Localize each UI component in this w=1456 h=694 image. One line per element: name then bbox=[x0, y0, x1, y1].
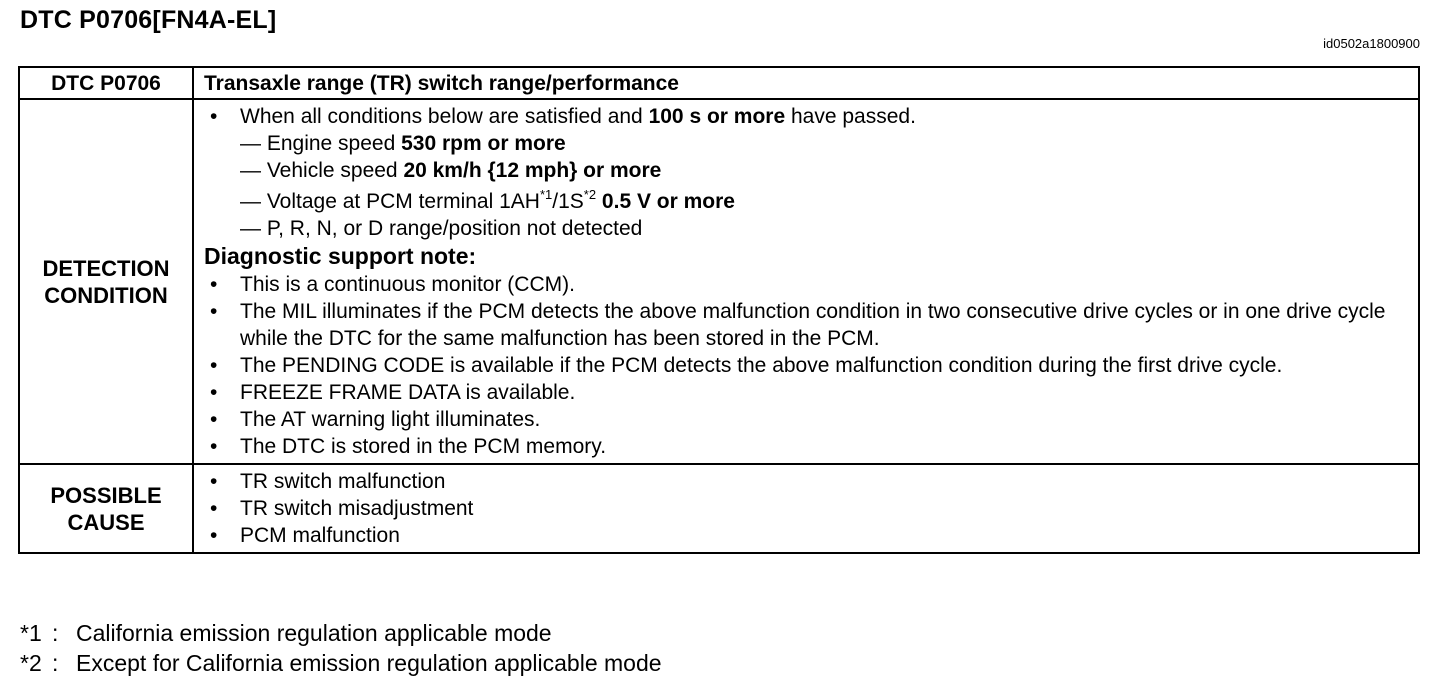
condition-intro-text: When all conditions below are satisfied and 100 s or more have passed. bbox=[240, 105, 916, 128]
table-header-row bbox=[19, 67, 1419, 99]
bullet-icon: • bbox=[210, 354, 218, 377]
condition-engine-speed: — Engine speed 530 rpm or more bbox=[240, 132, 566, 155]
detection-condition-label bbox=[19, 99, 193, 464]
bullet-icon: • bbox=[210, 470, 218, 493]
dtc-table bbox=[18, 66, 1420, 554]
page-title: DTC P0706[FN4A-EL] bbox=[20, 6, 277, 34]
possible-cause-row bbox=[19, 464, 1419, 553]
detection-condition-content bbox=[193, 99, 1419, 464]
footnote-mark: *1 bbox=[20, 620, 42, 646]
note-item: • The AT warning light illuminates. bbox=[204, 406, 1408, 433]
cause-label-line2: CAUSE bbox=[67, 509, 145, 535]
footnote-mark: *2 bbox=[20, 650, 42, 676]
bullet-icon: • bbox=[210, 300, 218, 323]
note-item: • The PENDING CODE is available if the PCM detects the above malfunction condition during the first drive cycle. bbox=[204, 352, 1408, 379]
footnote bbox=[20, 648, 662, 678]
bullet-icon: • bbox=[210, 105, 218, 128]
footnotes bbox=[20, 618, 662, 678]
condition-intro bbox=[204, 103, 1408, 130]
cause-item: • PCM malfunction bbox=[204, 522, 1408, 549]
footnote-text: Except for California emission regulation applicable mode bbox=[76, 650, 662, 676]
footnote-text: California emission regulation applicable mode bbox=[76, 620, 552, 646]
possible-cause-label bbox=[19, 464, 193, 553]
condition-vehicle-speed: — Vehicle speed 20 km/h {12 mph} or more bbox=[240, 159, 662, 182]
possible-cause-content bbox=[193, 464, 1419, 553]
footnote-separator: : bbox=[52, 650, 59, 676]
note-item: • This is a continuous monitor (CCM). bbox=[204, 271, 1408, 298]
cause-label-line1: POSSIBLE bbox=[50, 482, 162, 508]
cause-item: • TR switch malfunction bbox=[204, 468, 1408, 495]
detection-label-line2: CONDITION bbox=[44, 282, 168, 308]
diagnostic-note-heading: Diagnostic support note: bbox=[204, 243, 477, 269]
bullet-icon: • bbox=[210, 435, 218, 458]
bullet-icon: • bbox=[210, 381, 218, 404]
condition-range-position: — P, R, N, or D range/position not detected bbox=[240, 217, 643, 240]
note-item: • The MIL illuminates if the PCM detects the above malfunction condition in two consecutive drive cycles or in one drive cycle while the DTC for the same malfunction has been stored in the PCM. bbox=[204, 298, 1408, 352]
footnote bbox=[20, 618, 662, 648]
condition-voltage: — Voltage at PCM terminal $1AH^{*1}/1S^{*2}$ 0.5 V or more bbox=[240, 187, 735, 213]
bullet-icon: • bbox=[210, 408, 218, 431]
document-id: id0502a1800900 bbox=[1323, 36, 1420, 51]
dtc-description-cell: Transaxle range (TR) switch range/performance bbox=[193, 67, 1419, 99]
footnote-separator: : bbox=[52, 620, 59, 646]
note-item: • The DTC is stored in the PCM memory. bbox=[204, 433, 1408, 460]
detection-label-line1: DETECTION bbox=[42, 255, 170, 281]
detection-condition-row bbox=[19, 99, 1419, 464]
note-item: • FREEZE FRAME DATA is available. bbox=[204, 379, 1408, 406]
bullet-icon: • bbox=[210, 524, 218, 547]
dtc-code-cell: DTC P0706 bbox=[19, 67, 193, 99]
bullet-icon: • bbox=[210, 273, 218, 296]
cause-item: • TR switch misadjustment bbox=[204, 495, 1408, 522]
bullet-icon: • bbox=[210, 497, 218, 520]
